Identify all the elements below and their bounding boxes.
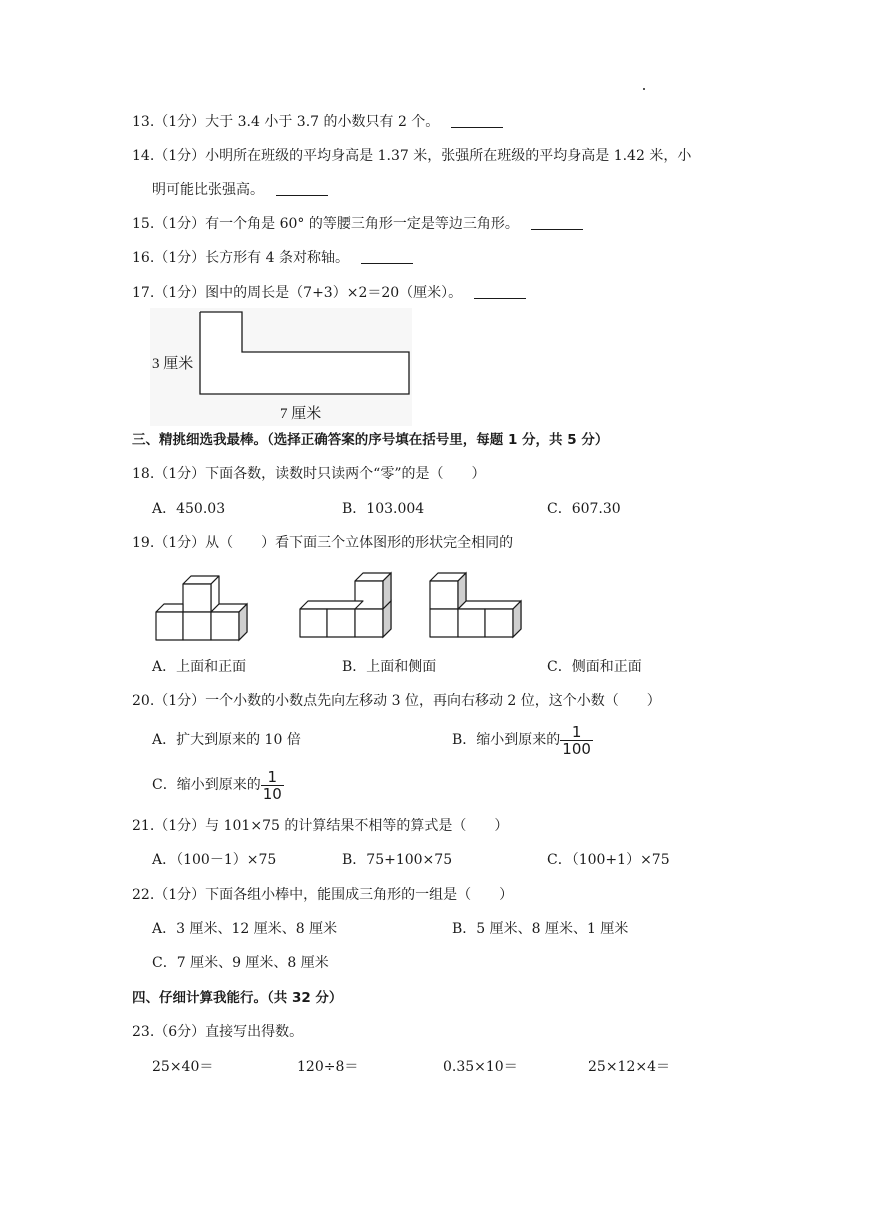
option-b[interactable]: B．5 厘米、8 厘米、1 厘米 bbox=[452, 921, 629, 937]
answer-blank[interactable] bbox=[361, 249, 413, 264]
option-a[interactable]: A．（100－1）×75 bbox=[152, 852, 277, 868]
calc-item: 25×40＝ bbox=[152, 1059, 214, 1075]
question-13: 13.（1分）大于 3.4 小于 3.7 的小数只有 2 个。 bbox=[132, 112, 503, 132]
question-14-line1: 14.（1分）小明所在班级的平均身高是 1.37 米，张强所在班级的平均身高是 1.42 米，小 bbox=[132, 148, 692, 164]
question-15: 15.（1分）有一个角是 60° 的等腰三角形一定是等边三角形。 bbox=[132, 214, 583, 234]
answer-blank[interactable] bbox=[451, 113, 503, 128]
option-c[interactable]: C．侧面和正面 bbox=[547, 659, 642, 675]
question-22-stem: 22.（1分）下面各组小棒中，能围成三角形的一组是（ ） bbox=[132, 887, 514, 903]
section-3-title: 三、精挑细选我最棒。（选择正确答案的序号填在括号里，每题 1 分，共 5 分） bbox=[132, 432, 609, 448]
fraction-one-tenth: $\frac{1}{10}$ bbox=[262, 767, 282, 803]
question-19-stem: 19.（1分）从（ ）看下面三个立体图形的形状完全相同的 bbox=[132, 535, 514, 551]
height-label: 3 厘米 bbox=[152, 356, 194, 372]
option-a[interactable]: A．450.03 bbox=[152, 501, 226, 517]
fraction-one-hundredth: $\frac{1}{100}$ bbox=[562, 722, 591, 758]
calc-item: 25×12×4＝ bbox=[588, 1059, 670, 1075]
option-a[interactable]: A．3 厘米、12 厘米、8 厘米 bbox=[152, 921, 338, 937]
question-21-stem: 21.（1分）与 101×75 的计算结果不相等的算式是（ ） bbox=[132, 818, 509, 834]
answer-blank[interactable] bbox=[474, 284, 526, 299]
calc-item: 0.35×10＝ bbox=[443, 1059, 518, 1075]
option-b[interactable]: B．75+100×75 bbox=[342, 852, 453, 868]
section-4-title: 四、仔细计算我能行。（共 32 分） bbox=[132, 990, 343, 1006]
option-b[interactable]: B．上面和侧面 bbox=[342, 659, 437, 675]
l-shape-figure bbox=[150, 308, 412, 426]
cube-figure-1 bbox=[150, 570, 250, 642]
question-17: 17.（1分）图中的周长是（7+3）×2＝20（厘米）。 bbox=[132, 283, 526, 303]
question-18-stem: 18.（1分）下面各数，读数时只读两个“零”的是（ ） bbox=[132, 466, 486, 482]
question-20-stem: 20.（1分）一个小数的小数点先向左移动 3 位，再向右移动 2 位，这个小数（ ） bbox=[132, 693, 661, 709]
option-c[interactable]: C．607.30 bbox=[547, 501, 621, 517]
question-23-stem: 23.（6分）直接写出得数。 bbox=[132, 1024, 304, 1040]
question-16: 16.（1分）长方形有 4 条对称轴。 bbox=[132, 248, 413, 268]
option-c[interactable]: C．7 厘米、9 厘米、8 厘米 bbox=[152, 955, 329, 971]
page-speck bbox=[643, 88, 645, 90]
option-c[interactable]: C．缩小到原来的 $\frac{1}{10}$ bbox=[152, 767, 282, 803]
width-label: 7 厘米 bbox=[280, 406, 322, 422]
option-b[interactable]: B．缩小到原来的 $\frac{1}{100}$ bbox=[452, 722, 591, 758]
answer-blank[interactable] bbox=[276, 181, 328, 196]
option-b[interactable]: B．103.004 bbox=[342, 501, 425, 517]
option-a[interactable]: A．上面和正面 bbox=[152, 659, 247, 675]
calc-item: 120÷8＝ bbox=[297, 1059, 359, 1075]
question-14-line2: 明可能比张强高。 bbox=[152, 180, 328, 200]
option-c[interactable]: C．（100+1）×75 bbox=[547, 852, 670, 868]
answer-blank[interactable] bbox=[531, 215, 583, 230]
cube-figure-3 bbox=[424, 570, 524, 642]
option-a[interactable]: A．扩大到原来的 10 倍 bbox=[152, 732, 301, 748]
cube-figure-2 bbox=[294, 570, 394, 642]
